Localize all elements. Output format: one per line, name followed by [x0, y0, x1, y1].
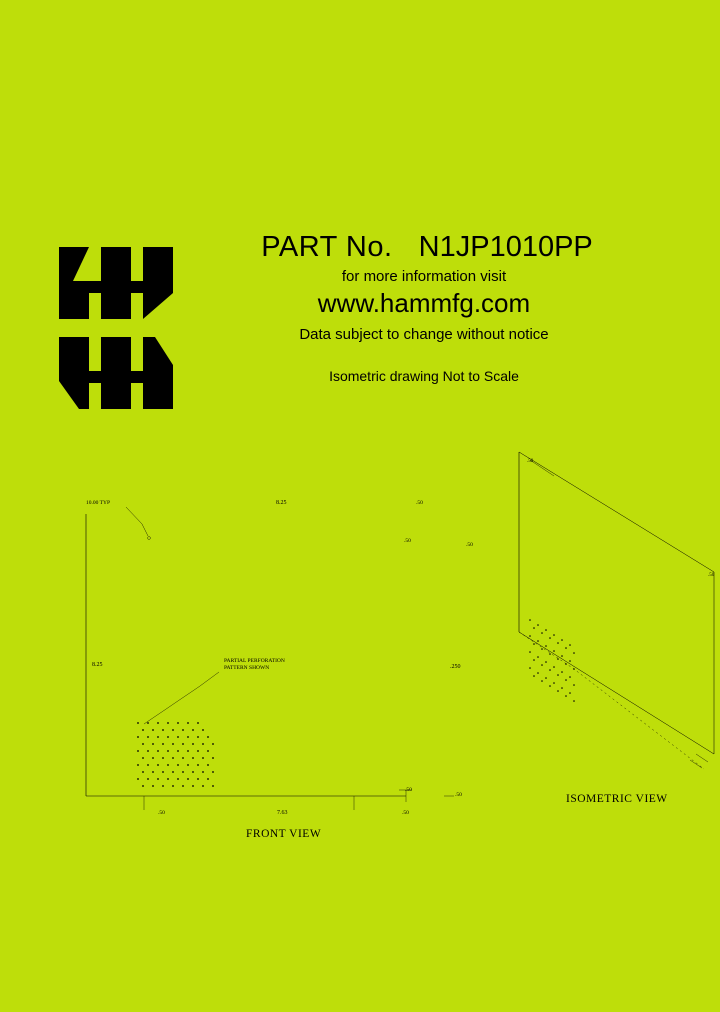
part-number-label: PART No. — [261, 231, 393, 263]
front-view-label: FRONT VIEW — [246, 828, 322, 840]
dim-right-vertical: .250 — [450, 664, 461, 670]
drawing-sheet — [14, 14, 715, 998]
dim-lower-right-small: .50 — [405, 787, 412, 793]
dim-bottom-center: 7.63 — [277, 810, 288, 816]
part-number-value: N1JP1010PP — [418, 231, 593, 263]
title-text-group — [194, 229, 654, 385]
dim-mid-right-small: .50 — [404, 538, 411, 544]
iso-top-note: .50 — [527, 459, 534, 464]
drawing-canvas — [14, 424, 720, 874]
scale-note: Isometric drawing Not to Scale — [329, 368, 519, 384]
more-info-line: for more information visit — [341, 268, 507, 285]
dim-top-left-note: 10.00 TYP — [86, 500, 111, 506]
part-number-line — [194, 229, 654, 265]
dim-bottom-right-tick: .50 — [402, 810, 409, 816]
isometric-view-label: ISOMETRIC VIEW — [566, 793, 668, 805]
technical-drawing — [14, 424, 720, 874]
dim-mid-right-small2: .50 — [466, 542, 473, 548]
dim-bottom-left-tick: .50 — [158, 810, 165, 816]
title-block — [54, 229, 654, 419]
dim-lower-right-small-2: .50 — [455, 792, 462, 798]
dim-top-center: 8.25 — [276, 500, 287, 506]
website-url: www.hammfg.com — [317, 288, 531, 318]
hammond-manufacturing-logo — [59, 241, 184, 416]
iso-right-note: .50 — [708, 573, 715, 578]
disclaimer-notice: Data subject to change without notice — [299, 326, 549, 343]
perforation-note-line2: PATTERN SHOWN — [224, 665, 270, 671]
dim-top-right: .50 — [416, 500, 423, 506]
perforation-note-line1: PARTIAL PERFORATION — [224, 658, 285, 664]
dim-left-vertical: 8.25 — [92, 662, 103, 668]
